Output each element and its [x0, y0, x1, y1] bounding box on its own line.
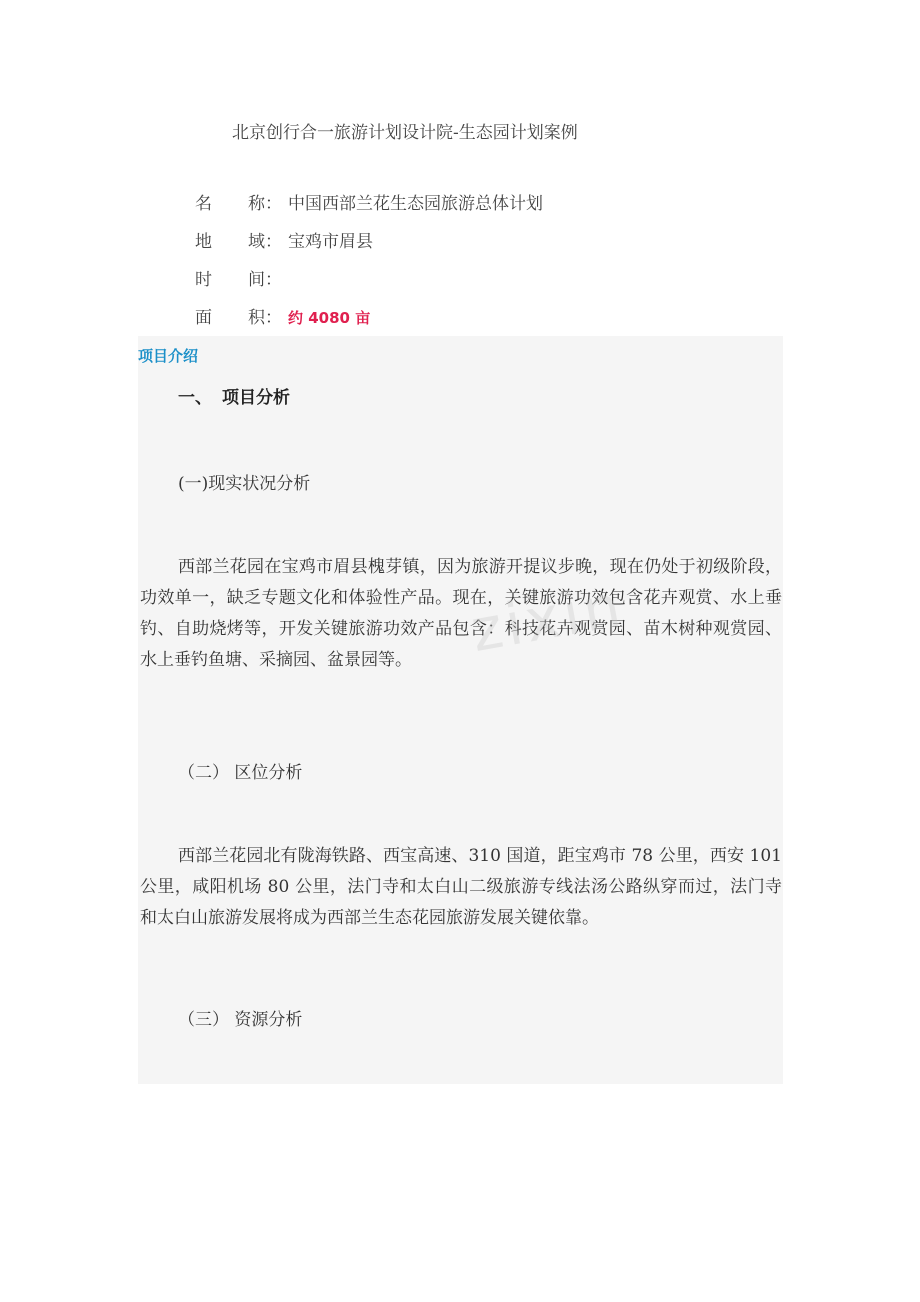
sub-heading-resources: （三） 资源分析	[178, 1010, 303, 1030]
meta-label-suffix: 积：	[248, 308, 282, 328]
watermark: zixin	[466, 571, 630, 666]
meta-label-suffix: 称：	[248, 194, 282, 214]
meta-label-suffix: 间：	[248, 270, 282, 290]
meta-label: 地	[195, 232, 212, 252]
section-tag: 项目介绍	[138, 347, 199, 365]
meta-label: 名	[195, 194, 212, 214]
paragraph-current-status: 西部兰花园在宝鸡市眉县槐芽镇，因为旅游开提议步晚，现在仍处于初级阶段，功效单一，缺乏专题文化和体验性产品。现在，关键旅游功效包含花卉观赏、水上垂钓、自助烧烤等，开发关键旅游功效产品包含：科技花卉观赏园、苗木树种观赏园、水上垂钓鱼塘、采摘园、盆景园等。	[140, 557, 782, 670]
meta-label: 时	[195, 270, 212, 290]
sub-heading-location: （二） 区位分析	[178, 763, 303, 783]
section-heading-number: 一、	[178, 388, 212, 408]
meta-label: 面	[195, 308, 212, 328]
section-heading-text: 项目分析	[222, 388, 290, 408]
meta-value-region: 宝鸡市眉县	[288, 232, 373, 252]
section-heading	[178, 383, 290, 408]
meta-label-suffix: 域：	[248, 232, 282, 252]
content-panel	[138, 336, 783, 1084]
meta-value-name: 中国西部兰花生态园旅游总体计划	[288, 194, 543, 214]
meta-value-area: 约 4080 亩	[288, 309, 371, 327]
paragraph-location: 西部兰花园北有陇海铁路、西宝高速、310 国道，距宝鸡市 78 公里，西安 101 公里，咸阳机场 80 公里，法门寺和太白山二级旅游专线法汤公路纵穿而过，法门寺和太白山旅游发展将成为西部兰生态花园旅游发展关键依靠。	[140, 846, 782, 928]
document-title: 北京创行合一旅游计划设计院-生态园计划案例	[232, 123, 578, 143]
sub-heading-current-status: (一)现实状况分析	[178, 474, 311, 494]
